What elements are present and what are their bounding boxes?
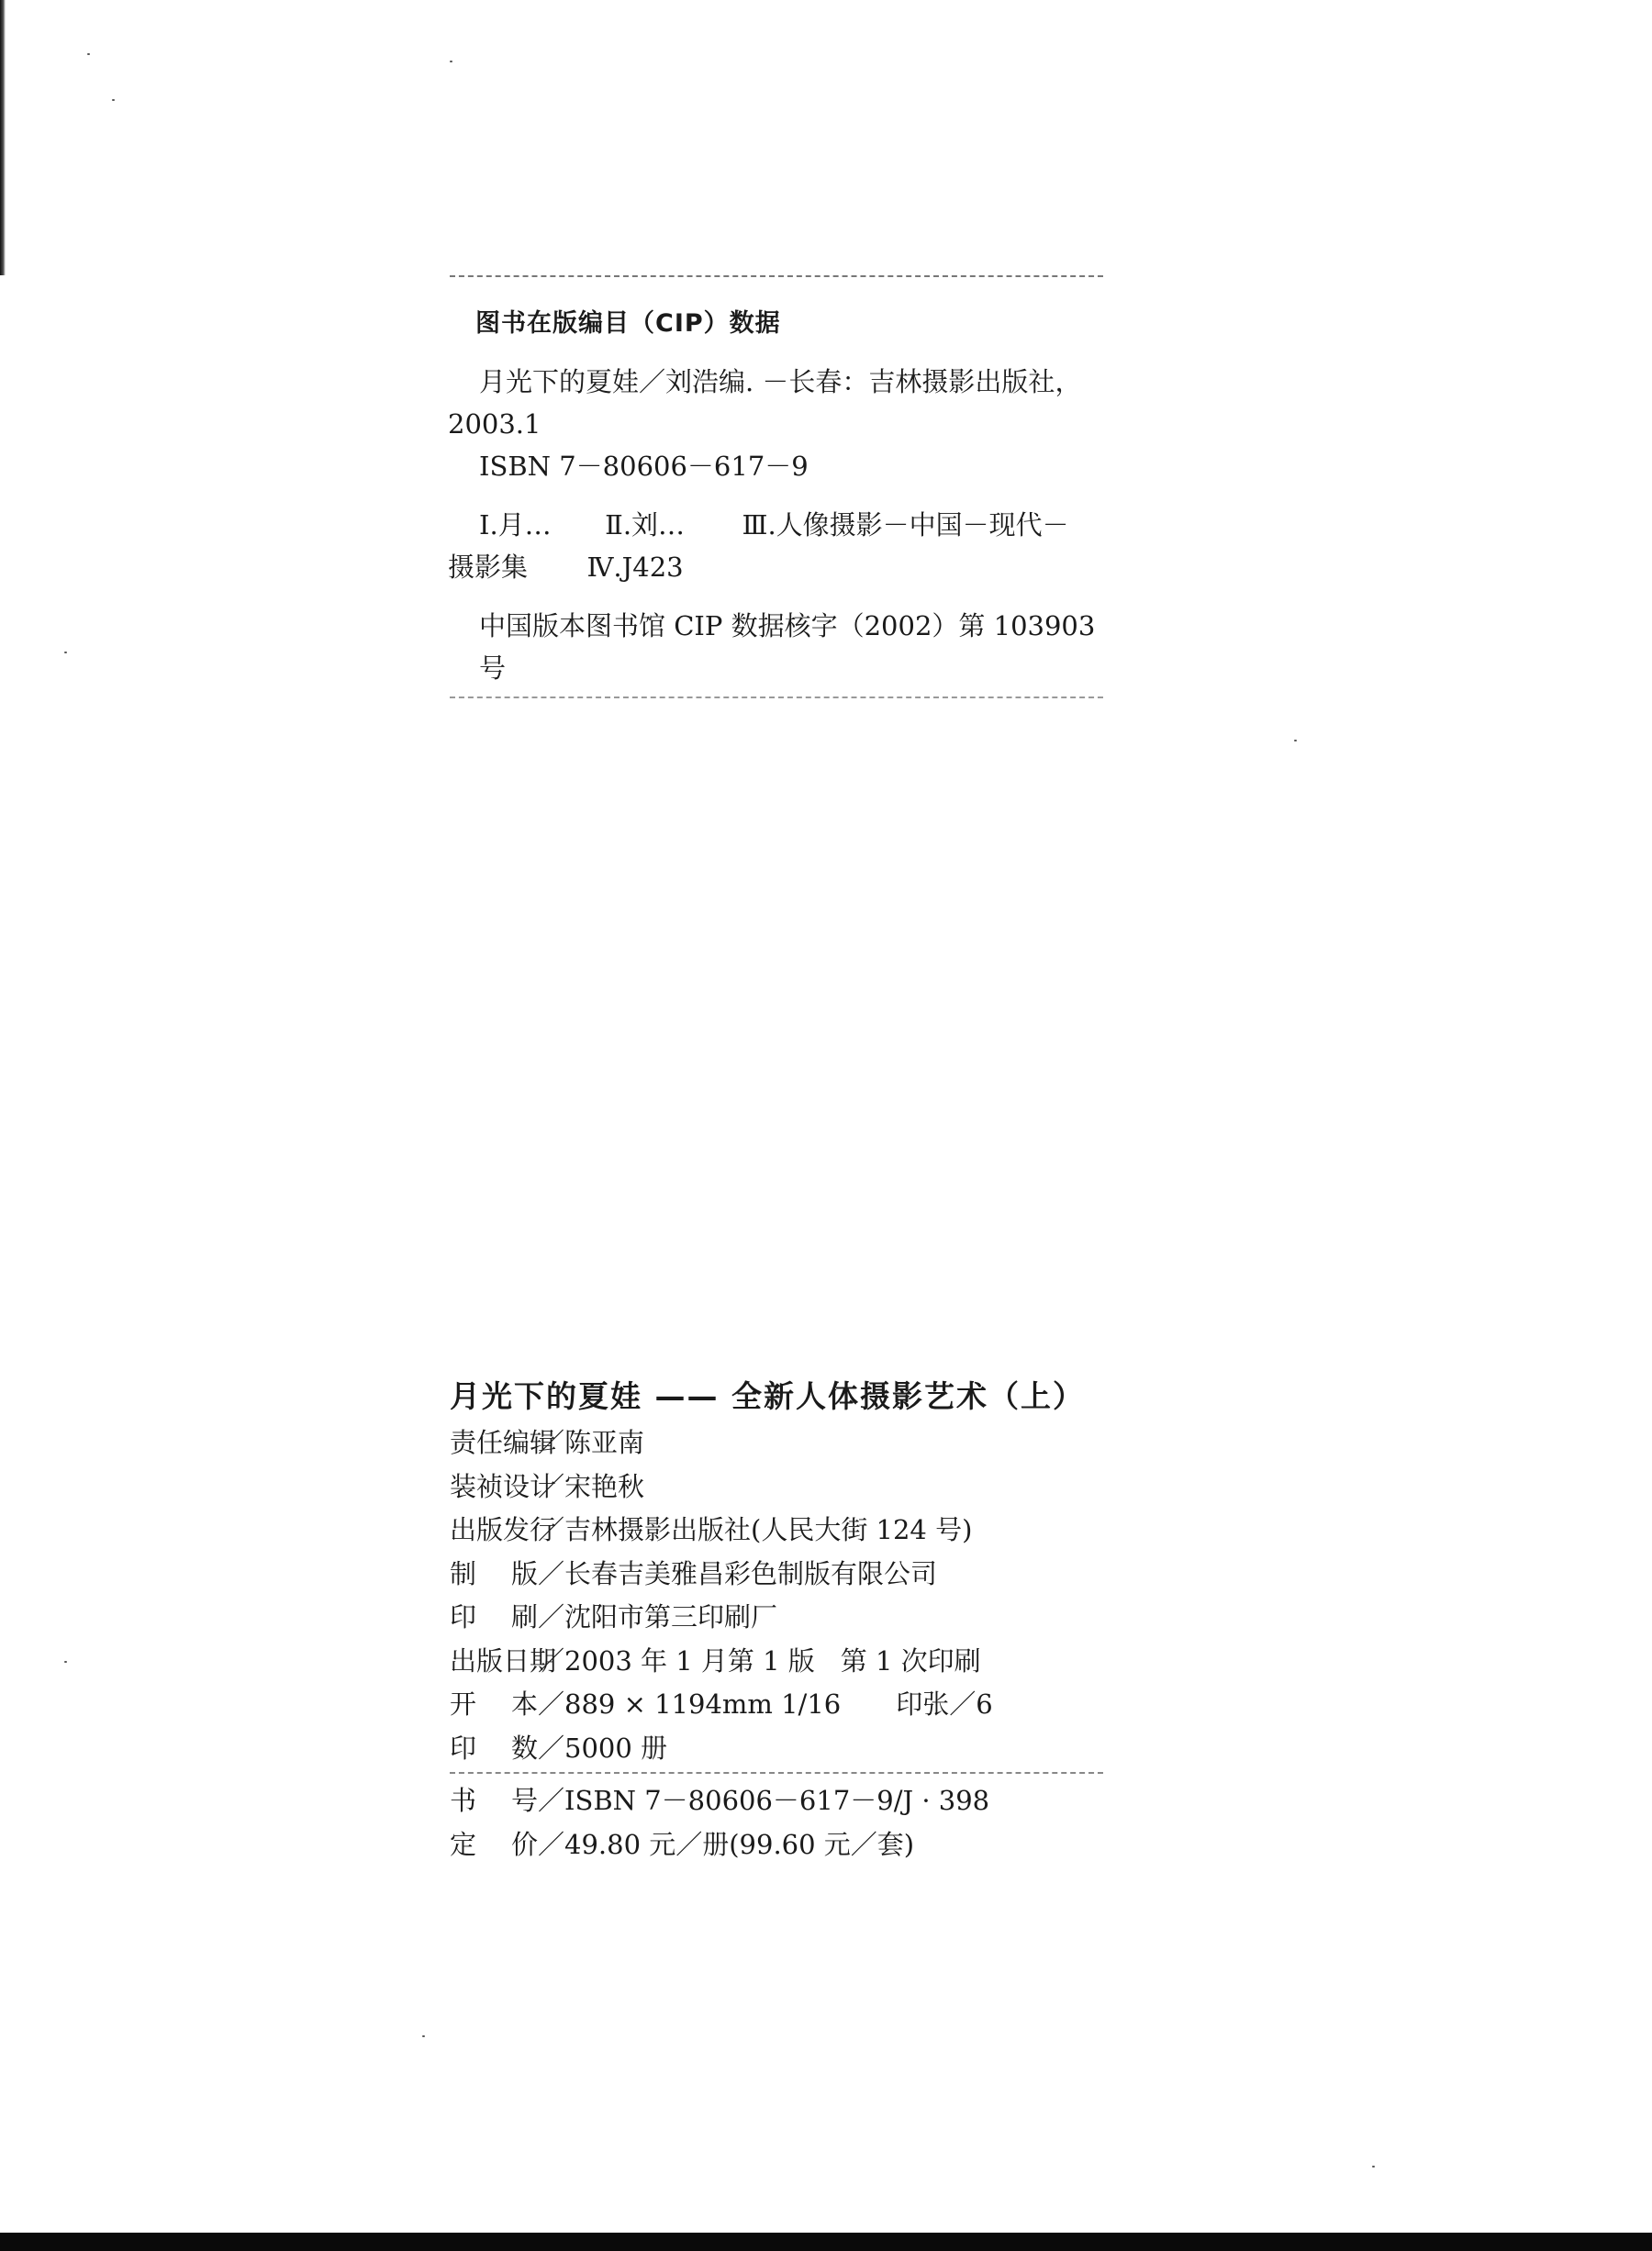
colophon-label: 定 价 — [450, 1828, 538, 1860]
colophon-row — [450, 1553, 1111, 1597]
colophon-label: 印 刷 — [450, 1601, 538, 1633]
scan-speck — [1294, 740, 1297, 741]
colophon-label: 书 号 — [450, 1785, 538, 1816]
cip-data-block — [448, 275, 1109, 700]
colophon-extra: 第 1 次印刷 — [840, 1644, 981, 1677]
colophon-label: 出版发行 — [450, 1514, 557, 1545]
colophon-value: ／陈亚南 — [538, 1427, 645, 1458]
colophon-value: ／ISBN 7－80606－617－9/J · 398 — [538, 1785, 990, 1816]
colophon-row — [450, 1779, 1111, 1823]
scan-speck — [87, 53, 90, 55]
scan-speck — [450, 61, 452, 62]
colophon-value: ／吉林摄影出版社(人民大街 124 号) — [538, 1514, 973, 1545]
colophon-row — [450, 1421, 1111, 1465]
colophon-label: 制 版 — [450, 1557, 538, 1589]
colophon-label: 责任编辑 — [450, 1427, 557, 1458]
cip-bottom-rule — [450, 696, 1103, 700]
colophon-value: ／长春吉美雅昌彩色制版有限公司 — [538, 1557, 938, 1589]
colophon-row — [450, 1465, 1111, 1510]
colophon-row — [450, 1509, 1111, 1553]
colophon-value: ／宋艳秋 — [538, 1470, 645, 1502]
cip-class-item: Ⅰ.月… — [479, 509, 552, 540]
scan-speck — [1372, 2166, 1375, 2167]
colophon-row — [450, 1823, 1111, 1867]
scan-speck — [112, 99, 115, 101]
colophon-row — [450, 1640, 1111, 1684]
colophon-value: ／2003 年 1 月第 1 版 — [538, 1644, 815, 1677]
scan-edge-bottom — [0, 2233, 1652, 2251]
cip-class-item: Ⅱ.刘… — [605, 509, 686, 540]
cip-heading: 图书在版编目（CIP）数据 — [475, 309, 781, 338]
colophon-row — [450, 1683, 1111, 1727]
colophon-label: 印 数 — [450, 1732, 538, 1764]
cip-entry-line: 月光下的夏娃／刘浩编. －长春：吉林摄影出版社， — [479, 366, 1082, 397]
colophon-value: ／5000 册 — [538, 1732, 668, 1764]
scan-edge-left — [0, 0, 6, 275]
colophon-label: 出版日期 — [450, 1644, 557, 1677]
colophon-value: ／沈阳市第三印刷厂 — [538, 1601, 778, 1633]
scan-speck — [422, 2035, 425, 2037]
cip-isbn: ISBN 7－80606－617－9 — [479, 451, 809, 482]
colophon-row — [450, 1727, 1111, 1771]
colophon-value: ／889 × 1194mm 1/16 — [538, 1688, 842, 1720]
book-title: 月光下的夏娃 —— 全新人体摄影艺术（上） — [450, 1378, 1085, 1414]
cip-number: 中国版本图书馆 CIP 数据核字（2002）第 103903 号 — [479, 610, 1096, 684]
cip-class-item: Ⅲ.人像摄影－中国－现代－ — [742, 509, 1069, 540]
cip-class-item: 摄影集 — [448, 552, 529, 583]
cip-entry-line: 2003.1 — [448, 408, 541, 440]
scan-speck — [64, 1661, 67, 1663]
colophon-value: ／49.80 元／册(99.60 元／套) — [538, 1828, 915, 1860]
colophon-label: 开 本 — [450, 1688, 538, 1720]
colophon-block — [450, 1372, 1111, 1867]
cip-classification — [448, 504, 1109, 588]
colophon-extra: 印张／6 — [896, 1688, 993, 1720]
colophon-row — [450, 1596, 1111, 1640]
cip-catalog-entry — [448, 361, 1109, 487]
cip-class-item: Ⅳ.J423 — [586, 552, 684, 583]
scan-speck — [64, 652, 67, 653]
colophon-label: 装祯设计 — [450, 1470, 557, 1502]
colophon-divider — [450, 1772, 1103, 1774]
cip-top-rule — [450, 275, 1103, 279]
